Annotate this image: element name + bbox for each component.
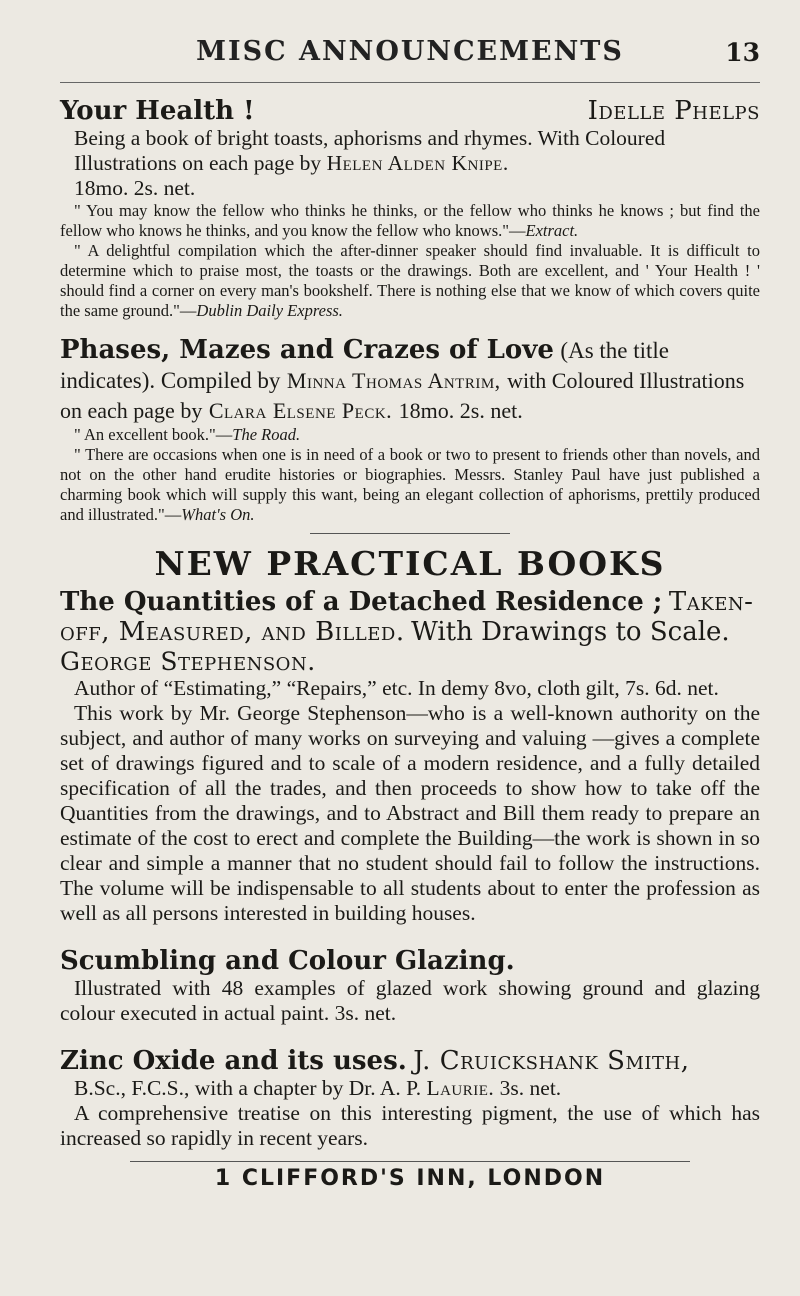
entry-price: 18mo. 2s. net.	[398, 398, 523, 423]
quote-source: What's On.	[181, 505, 255, 524]
entry-price: 18mo. 2s. net.	[74, 176, 196, 200]
entry-description: Illustrated with 48 examples of glazed work showing ground and glazing colour executed in actual paint. 3s. net.	[60, 976, 760, 1025]
entry-description: A comprehensive treatise on this interesting pigment, the use of which has increased so rapidly in recent years.	[60, 1101, 760, 1150]
review-quote	[60, 241, 760, 321]
review-quote	[60, 445, 760, 525]
review-quote	[60, 201, 760, 241]
entry-title-text: Scumbling and Colour Glazing.	[60, 946, 515, 976]
entry-heading-line	[60, 335, 760, 425]
quote-source: Extract.	[525, 221, 579, 240]
entry-scumbling	[60, 946, 760, 1026]
entry-subtitle: With Drawings to Scale.	[411, 617, 730, 647]
running-head	[60, 0, 760, 96]
entry-title: Zinc Oxide and its uses.	[60, 1046, 407, 1076]
entry-meta: Author of “Estimating,” “Repairs,” etc. In demy 8vo, cloth gilt, 7s. 6d. net.	[74, 676, 719, 700]
footer-rule	[130, 1161, 690, 1162]
entry-title-note: (As the title indicates). Compiled by	[60, 338, 670, 393]
page-number: 13	[725, 38, 760, 67]
description-text: Being a book of bright toasts, aphorisms and rhymes. With Coloured Illustrations on each page by	[74, 126, 666, 175]
entry-phases-mazes-crazes	[60, 335, 760, 525]
entry-your-health	[60, 96, 760, 321]
illustrator: Clara Elsene Peck.	[208, 398, 393, 423]
running-head-title: MISC ANNOUNCEMENTS	[196, 36, 624, 67]
entry-meta	[60, 1076, 760, 1101]
entry-author: George Stephenson.	[60, 647, 316, 676]
quote-text: " You may know the fellow who thinks he thinks, or the fellow who thinks he knows ; but find the fellow who knows he thinks, and you know the fellow who knows."—	[60, 201, 760, 240]
footer-address: 1 CLIFFORD'S INN, LONDON	[214, 1166, 606, 1191]
quote-text: " There are occasions when one is in need of a book or two to present to friends other than novels, and not on the other hand erudite histories or biographies. Messrs. Stanley Paul have just published a charming book which will supply this want, being an elegant collection of aphorisms, prettily produced and illustrated."—	[60, 445, 760, 524]
meta-name: Laurie.	[426, 1076, 495, 1100]
entry-title: Phases, Mazes and Crazes of Love	[60, 335, 554, 365]
entry-title: The Quantities of a Detached Residence ;	[60, 587, 663, 617]
illustrator: Helen Alden Knipe.	[326, 151, 509, 175]
entry-title-sc: Taken-off, Measured, and Billed.	[60, 587, 754, 647]
quote-source: The Road.	[232, 425, 301, 444]
entry-detached-residence	[60, 587, 760, 926]
entry-heading-line	[60, 1046, 760, 1076]
top-rule	[60, 82, 760, 83]
entry-author: J. Cruickshank Smith,	[413, 1046, 690, 1076]
entry-title	[60, 946, 760, 976]
description-text: with Coloured Illustrations on each page by	[60, 368, 745, 423]
meta-text: B.Sc., F.C.S., with a chapter by Dr. A. P.	[74, 1076, 422, 1100]
entry-description	[60, 126, 760, 176]
entry-description: This work by Mr. George Stephenson—who is a well-known authority on the subject, and author of many works on surveying and valuing —gives a complete set of drawings figured and to scale of a modern residence, and a fully detailed specification of all the trades, and then proceeds to show how to take off the Quantities from the drawings, and to Abstract and Bill them ready to prepare an estimate of the cost to erect and complete the Building—the work is shown in so clear and simple a manner that no student should fail to follow the instructions. The volume will be indispensable to all students about to enter the profession as well as all persons interested in building houses.	[60, 701, 760, 925]
quote-text: " A delightful compilation which the after-dinner speaker should find invaluable. It is difficult to determine which to praise most, the toasts or the drawings. Both are excellent, and ' Your Health ! ' should find a corner on every man's bookshelf. There is nothing else that we know of which covers quite the same ground."—	[60, 241, 760, 320]
section-heading: NEW PRACTICAL BOOKS	[154, 544, 666, 583]
meta-price: 3s. net.	[499, 1076, 562, 1100]
divider	[310, 533, 510, 534]
compiler: Minna Thomas Antrim,	[286, 368, 501, 393]
content-column	[60, 0, 760, 1191]
entry-author: Idelle Phelps	[587, 96, 760, 126]
quote-text: " An excellent book."—	[74, 425, 233, 444]
quote-source: Dublin Daily Express.	[196, 301, 343, 320]
entry-zinc-oxide	[60, 1046, 760, 1151]
entry-title: Your Health !	[60, 96, 255, 126]
entry-heading-line	[60, 587, 760, 647]
review-quote	[60, 425, 760, 445]
